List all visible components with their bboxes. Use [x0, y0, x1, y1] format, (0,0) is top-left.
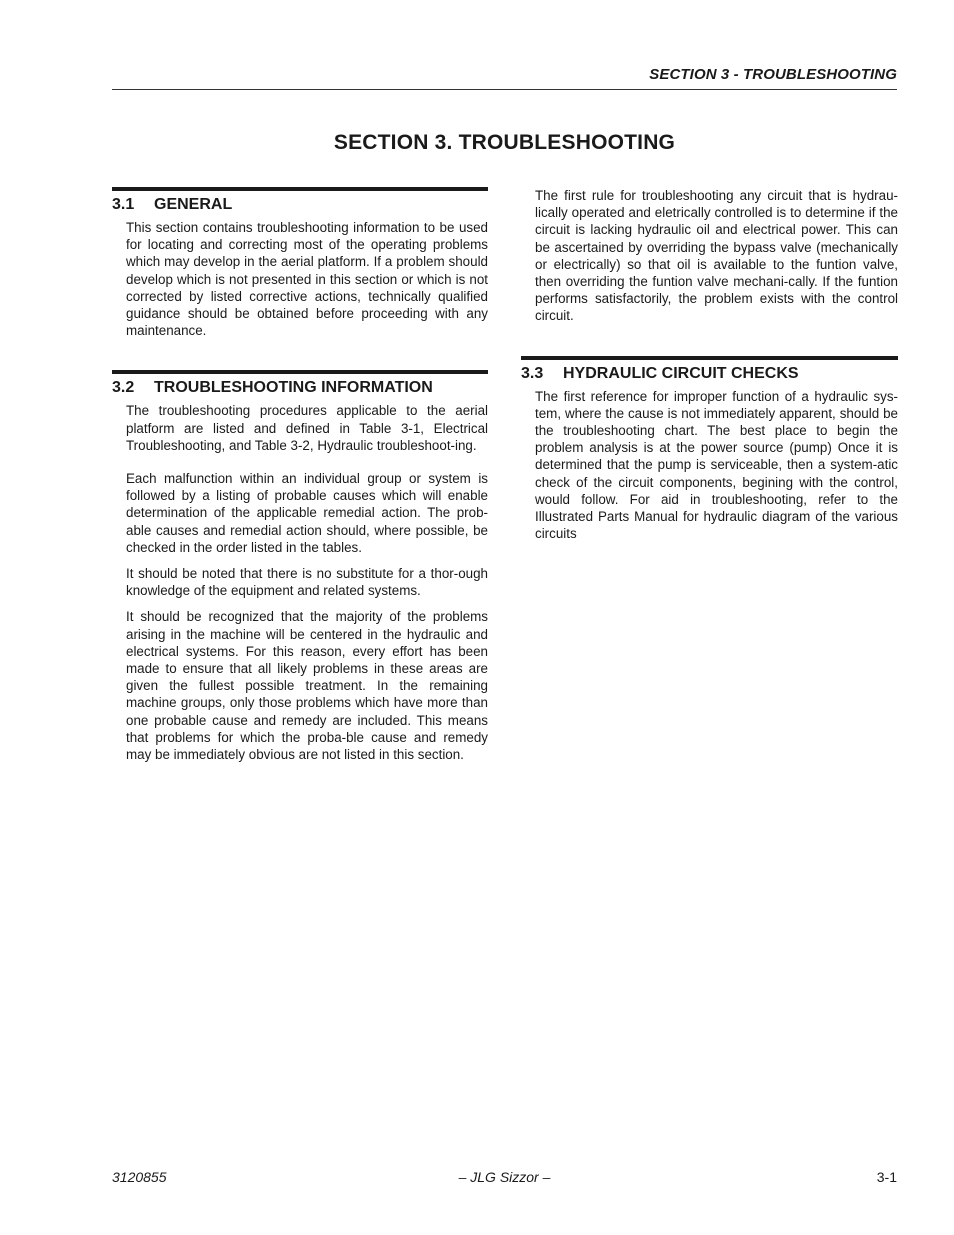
paragraph: The troubleshooting procedures applicable to the aerial platform are listed and defined in Table 3-1, Electrical Troubleshooting, and Table 3-2, Hydraulic troubleshoot-ing.: [126, 403, 488, 453]
right-column: [521, 187, 898, 542]
paragraph: The first rule for troubleshooting any circuit that is hydrau-lically operated and eletrically controlled is to determine if the circuit is lacking hydraulic oil and electrical power. This can be ascertained by overriding the bypass valve (mechanically or electrically) so that oil is available to the funtion valve, then overriding the funtion valve mechani-cally. If the funtion performs satisfactorily, the problem exists with the control circuit.: [535, 188, 898, 324]
section-heading-text: HYDRAULIC CIRCUIT CHECKS: [563, 364, 799, 382]
section-number: 3.3: [521, 364, 544, 382]
section-heading-text: GENERAL: [154, 196, 233, 213]
page-number: 3-1: [876, 1169, 897, 1185]
section-heading-text: TROUBLESHOOTING INFORMATION: [154, 379, 433, 397]
section-heading-troubleshooting-information: [112, 370, 488, 398]
paragraph: It should be recognized that the majority of the problems arising in the machine will be centered in the hydraulic and electrical systems. For this reason, every effort has been made to ensure that all likely problems in these areas are given the fullest possible treatment. In the remaining machine groups, only those problems which have more than one probable cause and remedy are included. This means that problems for which the proba-ble cause and remedy may be immediately obvious are not listed in this section.: [126, 609, 488, 763]
section-number: 3.2: [112, 379, 135, 397]
paragraph: The first reference for improper function of a hydraulic sys-tem, where the cause is not immediately apparent, should be the troubleshooting chart. The best place to begin the problem analysis is at the power source (pump) Once it is determined that the pump is serviceable, then a system-atic check of the circuit components, begining with the control, would follow. For aid in troubleshooting, refer to the Illustrated Parts Manual for hydraulic diagram of the various circuits: [535, 388, 898, 542]
doc-number: 3120855: [112, 1169, 167, 1185]
paragraph: It should be noted that there is no substitute for a thor-ough knowledge of the equipment and related systems.: [126, 566, 488, 599]
section-heading-hydraulic-circuit-checks: [521, 356, 898, 384]
section-number: 3.1: [112, 196, 135, 213]
left-column: [112, 187, 488, 763]
page-title: SECTION 3. TROUBLESHOOTING: [333, 131, 676, 154]
section-heading-general: [112, 187, 488, 215]
product-name: – JLG Sizzor –: [458, 1169, 551, 1185]
running-header: SECTION 3 - TROUBLESHOOTING: [112, 66, 897, 90]
paragraph: This section contains troubleshooting information to be used for locating and correcting most of the operating problems which may develop in the aerial platform. If a problem should develop which is not presented in this section or which is not corrected by listed corrective actions, technically qualified guidance should be obtained before proceeding with any maintenance.: [126, 220, 488, 339]
paragraph: Each malfunction within an individual group or system is followed by a listing of probable causes which will enable determination of the applicable remedial action. The prob-able causes and remedial action should, where possible, be checked in the order listed in the tables.: [126, 471, 488, 555]
